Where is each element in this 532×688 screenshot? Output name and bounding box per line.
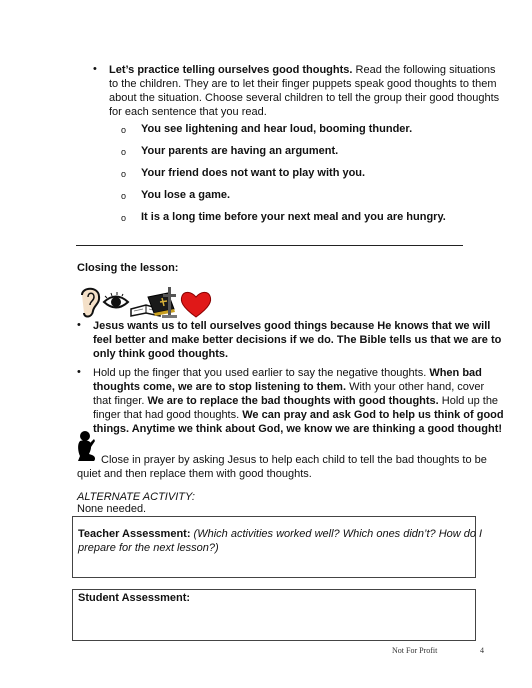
bullet-marker: • <box>93 63 97 75</box>
teacher-assessment-box[interactable] <box>72 516 483 578</box>
icon-strip <box>76 285 214 321</box>
closing-bullet-1: Jesus wants us to tell ourselves good things because He knows that we will feel better and make better decisions if we do. The Bible tells us that we are to only think good thoughts. <box>93 320 502 360</box>
student-assessment-label: Student Assessment: <box>78 592 191 604</box>
practice-lead: Let’s practice telling ourselves good thoughts. <box>109 64 353 76</box>
section-divider <box>76 245 463 246</box>
heart-icon <box>181 292 210 317</box>
closing-heading: Closing the lesson: <box>77 262 179 274</box>
practice-paragraph <box>109 63 500 119</box>
ear-icon <box>82 289 99 317</box>
bullet-marker: • <box>77 366 81 378</box>
practice-line: to the children. They are to let their finger puppets speak good thoughts to them <box>109 78 497 90</box>
prayer-line-2: quiet and then replace them with good thoughts. <box>77 468 312 480</box>
footer-text: Not For Profit <box>392 646 438 655</box>
student-assessment-box[interactable] <box>72 589 476 641</box>
practice-line: Read the following situations <box>352 64 496 76</box>
alternate-activity-text: None needed. <box>77 503 147 515</box>
eye-icon <box>104 292 128 308</box>
teacher-assessment-prompt-cont: prepare for the next lesson?) <box>78 542 219 554</box>
practice-line: about the situation. Choose several children to tell the group their good thoughts <box>109 92 500 104</box>
teacher-assessment-prompt: Teacher Assessment: (Which activities worked well? Which ones didn’t? How do I <box>78 528 483 540</box>
praying-child-icon <box>74 430 100 464</box>
prayer-line-1: Close in prayer by asking Jesus to help each child to tell the bad thoughts to be <box>101 454 487 466</box>
page-number: 4 <box>480 646 484 655</box>
practice-line: for each sentence that you read. <box>109 106 267 118</box>
closing-bullet-2: Hold up the finger that you used earlier to say the negative thoughts. When bad thoughts come, we are to stop listening to them. With your other hand, cover that finger. We are to replace the bad thoughts with good thoughts. Hold up the finger that had good thoughts. We can pray and ask God to help us think of good things. Anytime we think about God, we know we are thinking a good thought! <box>93 367 504 435</box>
alternate-activity-label: ALTERNATE ACTIVITY: <box>77 491 195 503</box>
bullet-marker: • <box>77 319 81 331</box>
